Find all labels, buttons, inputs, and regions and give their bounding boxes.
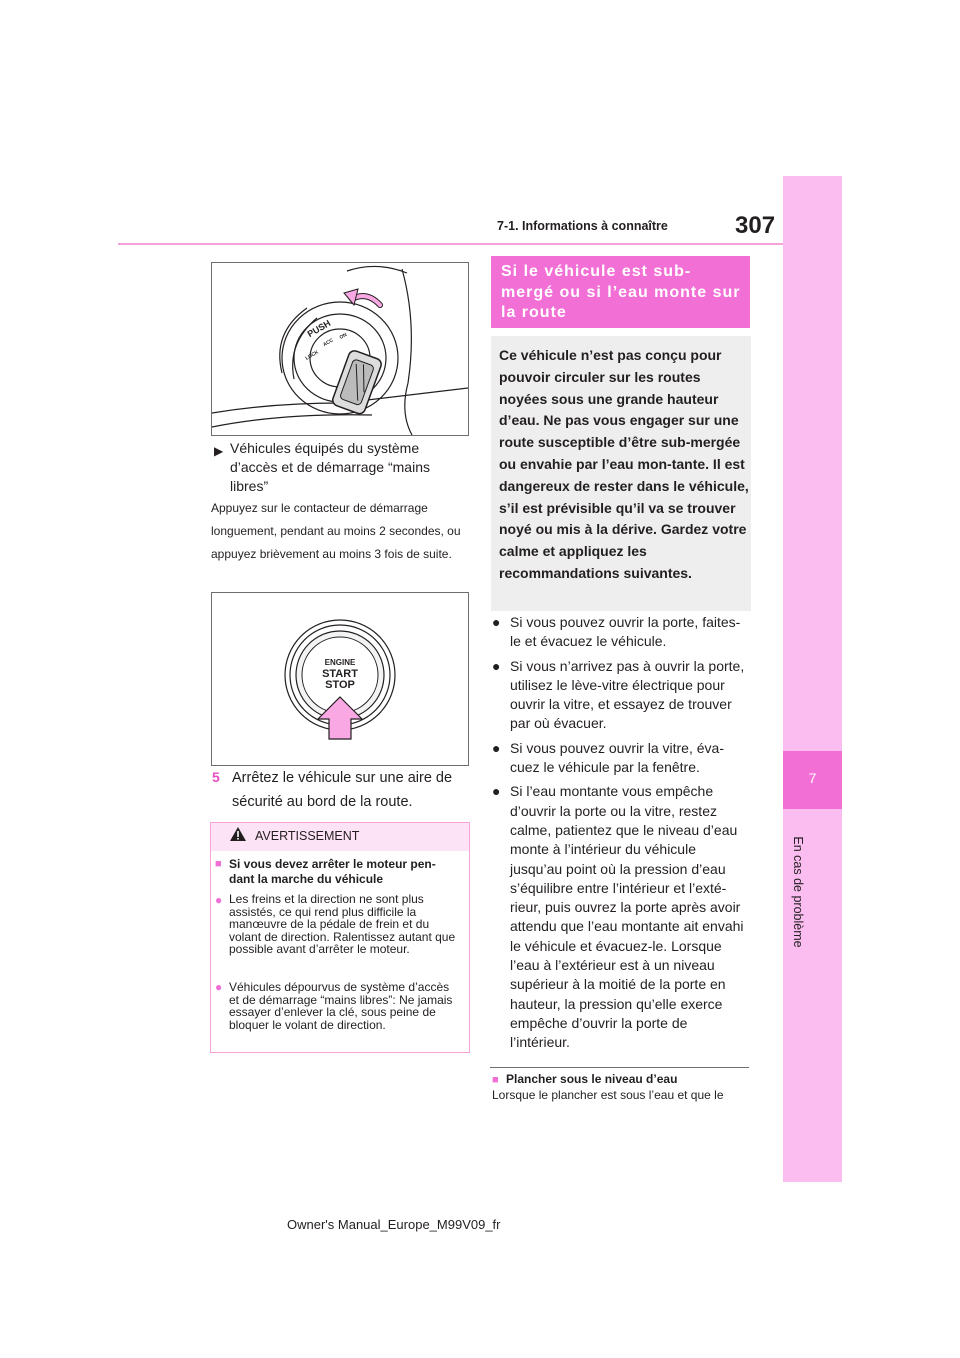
svg-text:LOCK: LOCK	[304, 349, 320, 362]
engine-start-button-illustration	[212, 593, 468, 765]
dot-bullet-icon: ●	[492, 783, 501, 800]
dot-bullet-icon: ●	[215, 893, 223, 907]
page-number: 307	[735, 212, 776, 239]
list-item-text: Si l’eau montante vous empêche d’ouvrir la porte ou la vitre, restez calme, patientez que le niveau d’eau monte à l’intérieur du véhicule jusqu’au point où la pression d’eau s’équilibre entre l’intérieur et l’exté-rieur, puis ouvrez la porte après avoir attendu que l’eau montante ait envahi le véhicule et évacuez-le. Lorsque l’eau à l’extérieur est à un niveau supérieur à la moitié de la porte en hauteur, la pression qu’elle exerce empêche d’ouvrir la porte de l’intérieur.	[510, 783, 744, 1051]
chapter-label-wrap	[768, 822, 828, 962]
dot-bullet-icon: ●	[492, 739, 501, 756]
dot-bullet-icon: ●	[492, 657, 501, 674]
engine-label: ENGINE	[324, 658, 356, 667]
list-item	[492, 613, 750, 652]
engine-start-button-figure	[211, 592, 469, 766]
square-bullet-icon: ■	[215, 858, 222, 870]
start-label: START	[322, 668, 358, 680]
svg-text:ON: ON	[338, 331, 349, 341]
step-number: 5	[212, 769, 220, 785]
chapter-side-tab	[783, 176, 842, 1182]
ignition-key-illustration	[212, 263, 468, 435]
header-rule	[118, 243, 783, 245]
ignition-key-figure	[211, 262, 469, 436]
dot-bullet-icon: ●	[492, 614, 501, 630]
svg-text:ACC: ACC	[322, 337, 335, 349]
svg-text:PUSH: PUSH	[305, 317, 333, 340]
chapter-number: 7	[808, 770, 817, 786]
arrow-bullet-icon: ▶	[214, 444, 224, 458]
list-item	[492, 657, 750, 734]
list-item-text: Si vous pouvez ouvrir la vitre, éva-cuez le véhicule par la fenêtre.	[510, 739, 724, 776]
recommendation-list	[492, 613, 750, 1058]
warning-heading: Si vous devez arrêter le moteur pen-dant la marche du véhicule	[229, 857, 436, 886]
footer-text: Owner's Manual_Europe_M99V09_fr	[287, 1217, 501, 1232]
body-text: Appuyez sur le contacteur de démarrage longuement, pendant au moins 2 secondes, ou appuyez brièvement au moins 3 fois de suite.	[211, 501, 461, 562]
step-text: Arrêtez le véhicule sur une aire de sécurité au bord de la route.	[232, 770, 453, 810]
warning-item: Véhicules dépourvus de système d’accès et de démarrage “mains libres”: Ne jamais essayer d’enlever la clé, sous peine de bloquer le volant de direction.	[229, 980, 453, 1032]
list-item-text: Si vous pouvez ouvrir la porte, faites-le et évacuez le véhicule.	[510, 614, 741, 650]
warning-triangle-icon	[229, 826, 247, 842]
warning-item: Les freins et la direction ne sont plus assistés, ce qui rend plus difficile la manœuvre de la pédale de frein et du volant de direction. Ralentissez autant que possible avant d’arrêter le moteur.	[229, 892, 456, 957]
note-text: Lorsque le plancher est sous l’eau et que le	[492, 1088, 724, 1102]
warning-title: AVERTISSEMENT	[255, 829, 360, 843]
note-heading: Plancher sous le niveau d’eau	[506, 1072, 678, 1086]
dot-bullet-icon: ●	[215, 980, 223, 994]
stop-label: STOP	[325, 679, 355, 691]
square-bullet-icon: ■	[492, 1074, 499, 1086]
section-heading: Si le véhicule est sub-mergé ou si l’eau monte sur la route	[501, 263, 741, 321]
list-item	[492, 739, 750, 778]
chapter-label: En cas de problème	[791, 836, 805, 948]
section-title: 7-1. Informations à connaître	[497, 219, 668, 233]
bullet-text: Véhicules équipés du système d’accès et de démarrage “mains libres”	[230, 440, 430, 494]
list-item-text: Si vous n’arrivez pas à ouvrir la porte, utilisez le lève-vitre électrique pour ouvrir la vitre, et essayez de trouver par où évacuer.	[510, 657, 745, 732]
intro-text: Ce véhicule n’est pas conçu pour pouvoir circuler sur les routes noyées sous une grande hauteur d’eau. Ne pas vous engager sur une route susceptible d’être sub-mergée ou envahie par l’eau mon-tante. Il est dangereux de rester dans le véhicule, s’il est prévisible qu’il va se trouver noyé ou mis à la dérive. Gardez votre calme et appliquez les recommandations suivantes.	[499, 347, 749, 581]
note-divider	[490, 1067, 749, 1068]
list-item	[492, 782, 750, 1052]
